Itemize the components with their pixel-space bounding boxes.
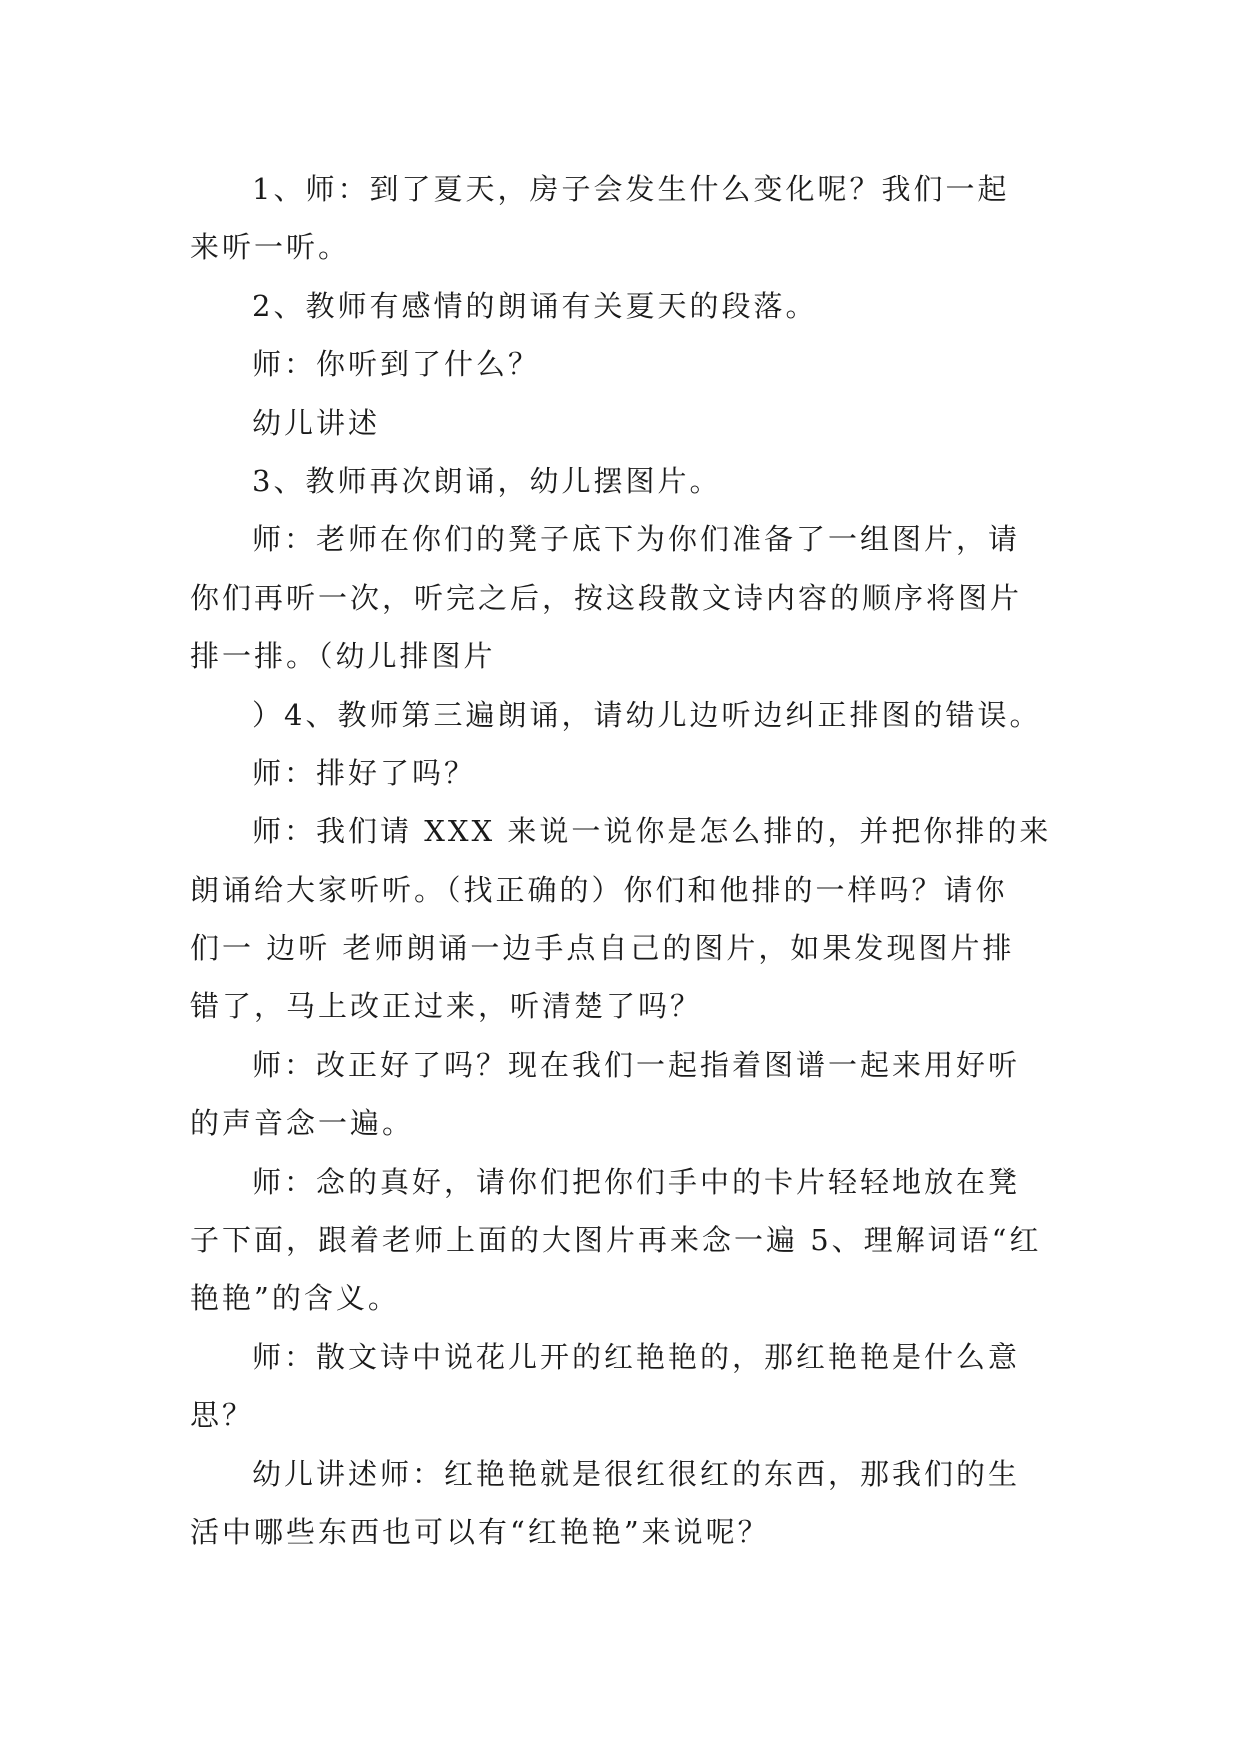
text-line: 幼儿讲述师：红艳艳就是很红很红的东西，那我们的生	[252, 1456, 1021, 1491]
text-line: 师：散文诗中说花儿开的红艳艳的，那红艳艳是什么意	[252, 1339, 1021, 1374]
text-line: 师：改正好了吗？现在我们一起指着图谱一起来用好听	[252, 1047, 1021, 1082]
text-line: 师：你听到了什么？	[252, 347, 541, 382]
text-line: 你们再听一次，听完之后，按这段散文诗内容的顺序将图片	[190, 580, 1023, 615]
text-line: 子下面，跟着老师上面的大图片再来念一遍 5、理解词语“红	[190, 1223, 1042, 1258]
text-line: 们一 边听 老师朗诵一边手点自己的图片，如果发现图片排	[190, 931, 1015, 966]
text-line: 2、教师有感情的朗诵有关夏天的段落。	[252, 288, 818, 323]
text-line: 艳艳”的含义。	[190, 1281, 400, 1316]
text-line: 师：排好了吗？	[252, 755, 477, 790]
text-line: 1、师：到了夏天，房子会发生什么变化呢？我们一起	[252, 172, 1010, 206]
text-line: 师：老师在你们的凳子底下为你们准备了一组图片，请	[252, 522, 1021, 557]
text-line: 错了，马上改正过来，听清楚了吗？	[190, 989, 703, 1024]
text-line: 朗诵给大家听听。（找正确的）你们和他排的一样吗？请你	[190, 872, 1008, 907]
document-body	[190, 160, 1070, 1561]
text-line: ）4、教师第三遍朗诵，请幼儿边听边纠正排图的错误。	[252, 697, 1042, 732]
text-line: 来听一听。	[190, 230, 351, 265]
text-line: 思？	[190, 1398, 255, 1433]
text-line: 活中哪些东西也可以有“红艳艳”来说呢？	[190, 1514, 770, 1549]
text-line: 的声音念一遍。	[190, 1106, 415, 1141]
text-line: 幼儿讲述	[252, 405, 381, 440]
text-line: 排一排。（幼儿排图片	[190, 639, 496, 674]
text-line: 3、教师再次朗诵，幼儿摆图片。	[252, 463, 722, 498]
text-line: 师：念的真好，请你们把你们手中的卡片轻轻地放在凳	[252, 1164, 1021, 1199]
text-line: 师：我们请 XXX 来说一说你是怎么排的，并把你排的来	[252, 814, 1052, 849]
